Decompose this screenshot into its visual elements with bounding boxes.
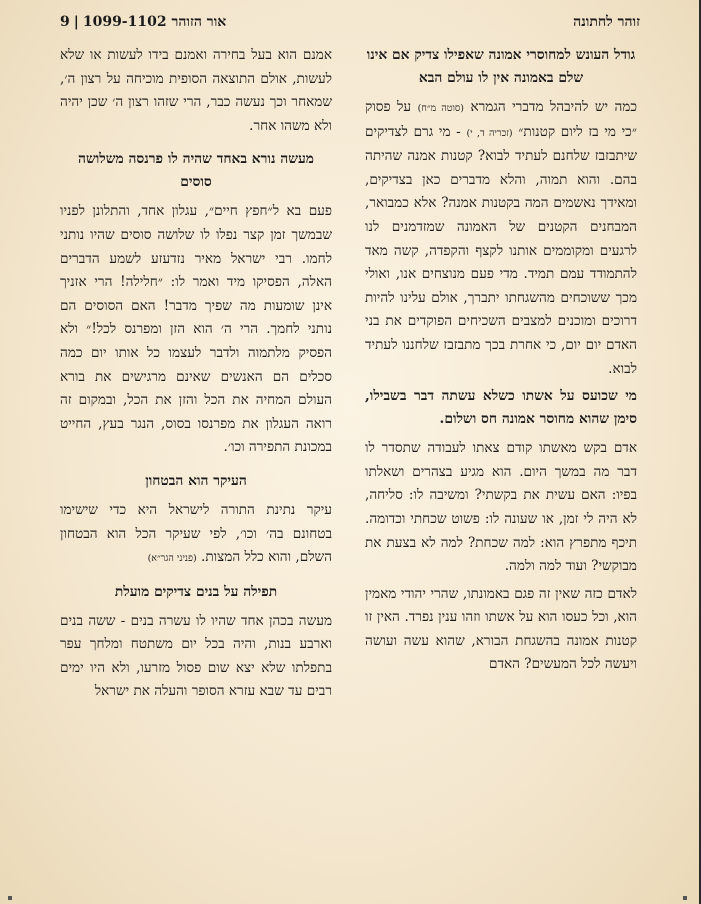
header-separator: | [73,14,79,30]
paragraph [60,499,332,571]
paragraph-text: כמה יש להיבהל מדברי הגמרא [470,99,637,115]
paragraph-text: עיקר נתינת התורה לישראל היא כדי שישימו בטחונם בה׳ וכו׳, לפי שעיקר הכל הוא הבטחון השלם, והוא כלל המצות. [60,501,332,566]
paragraph-text: - מי גרם לצדיקים שיתבזבז שלחנם לעתיד לבוא? קטנות אמנה שהיתה בהם. והוא תמוה, והלא מדברים כאן בצדיקים, ומאידך נאשמים המה בקטנות אמנה? אלא כמבואר, המבחנים הקטנים של האמונה שמזדמנים לנו לרגעים ומקוממים אותנו לקצף והקפדה, קשה מאד להתמודד עמם תמיד. מדי פעם מנוצחים אנו, ואולי מכך ששוכחים מהשגחתו יתברך, אולם עלינו להיות דרוכים ומוכנים למצבים השכיחים הפוקדים את בני האדם יום יום, כי אחרת בכך מתבזבז שלחננו לעתיד לבוא. [365,123,637,377]
left-column [60,44,332,708]
corner-mark [8,896,12,900]
corner-mark [683,896,687,900]
source-citation: (סוטה מ״ח) [417,103,465,114]
page-number: 9 [60,14,70,30]
paragraph: לאדם כזה שאין זה פגם באמונתו, שהרי יהודי מאמין הוא, וכל כעסו הוא על אשתו וזהו ענין נפרד. האין זו קטנות אמונה בהשגחת הבורא, שהוא עשה ועושה ויעשה לכל המעשים? האדם [365,585,637,673]
section-heading: העיקר הוא הבטחון [145,472,247,489]
paragraph: מעשה בכהן אחד שהיו לו עשרה בנים - ששה בנים וארבע בנות, והיה בכל יום משתטח ומלחך עפר בתפלתו שלא יצא שום פסול מזרעו, ולא היו ימים רבים עד שבא עזרא הסופר והעלה את ישראל [60,612,332,700]
header-range: 1099-1102 [82,14,167,30]
paragraph-text: על פסוק ״כי מי בז ליום קטנות״ [365,99,637,140]
section-heading: גודל העונש למחוסרי אמונה שאפילו צדיק אם אינו שלם באמונה אין לו עולם הבא [366,47,636,86]
section-heading: מי שכועס על אשתו כשלא עשתה דבר בשבילו, סימן שהוא מחוסר אמונה חס ושלום. [365,388,637,428]
section-heading: תפילה על בנים צדיקים מועלת [114,583,278,600]
right-column [365,44,637,681]
paragraph: פעם בא ל״חפץ חיים״, עגלון אחד, והתלונן לפניו שבמשך זמן קצר נפלו לו שלושה סוסים שהיו נותני לחמו. רבי ישראל מאיר נזדעזע לשמע הדברים האלה, הפסיקו מיד ואמר לו: ״חלילה! הרי אזניך אינן שומעות מה שפיך מדבר! האם הסוסים הם נותני לחמך. הרי ה׳ הוא הזן ומפרנס לכל!״ ולא הפסיק מלתמוה ולדבר לעצמו כל אותו יום כמה סכלים הם האנשים שאינם מרגישים את בורא העולם המחיה את הכל והזן את הכל, ובמקום זה רואה העגלון את מפרנסו בסוס, הנגר בעץ, החייט במכונת התפירה וכו׳. [60,203,332,456]
paragraph: אדם בקש מאשתו קודם צאתו לעבודה שתסדר לו דבר מה במשך היום. הוא מגיע בצהרים ושאלתו בפיו: האם עשית את בקשתי? ומשיבה לו: סליחה, לא היה לי זמן, או שעונה לו: פשוט שכחתי וכדומה. תיכף מתפרץ הוא: למה שכחת? למה לא בצעת את מבוקשי? ועוד למה ולמה. [365,440,637,575]
page-header-left [60,14,226,31]
paragraph: אמנם הוא בעל בחירה ואמנם בידו לעשות או שלא לעשות, אולם התוצאה הסופית מוכיחה על רצון ה׳, שמאחר וכך נעשה כבר, הרי שזהו רצון ה׳ שכן יהיה ולא משהו אחר. [60,47,332,134]
source-citation: (זכריה ד, י) [466,127,513,139]
source-citation: (פניני הגר״א) [147,553,197,565]
paragraph [365,96,637,381]
page-header-right: זוהר לחתונה [573,14,640,30]
header-series: אור הזוהר [171,14,227,30]
section-heading: מעשה נורא באחד שהיה לו פרנסה משלושה סוסים [78,151,314,191]
